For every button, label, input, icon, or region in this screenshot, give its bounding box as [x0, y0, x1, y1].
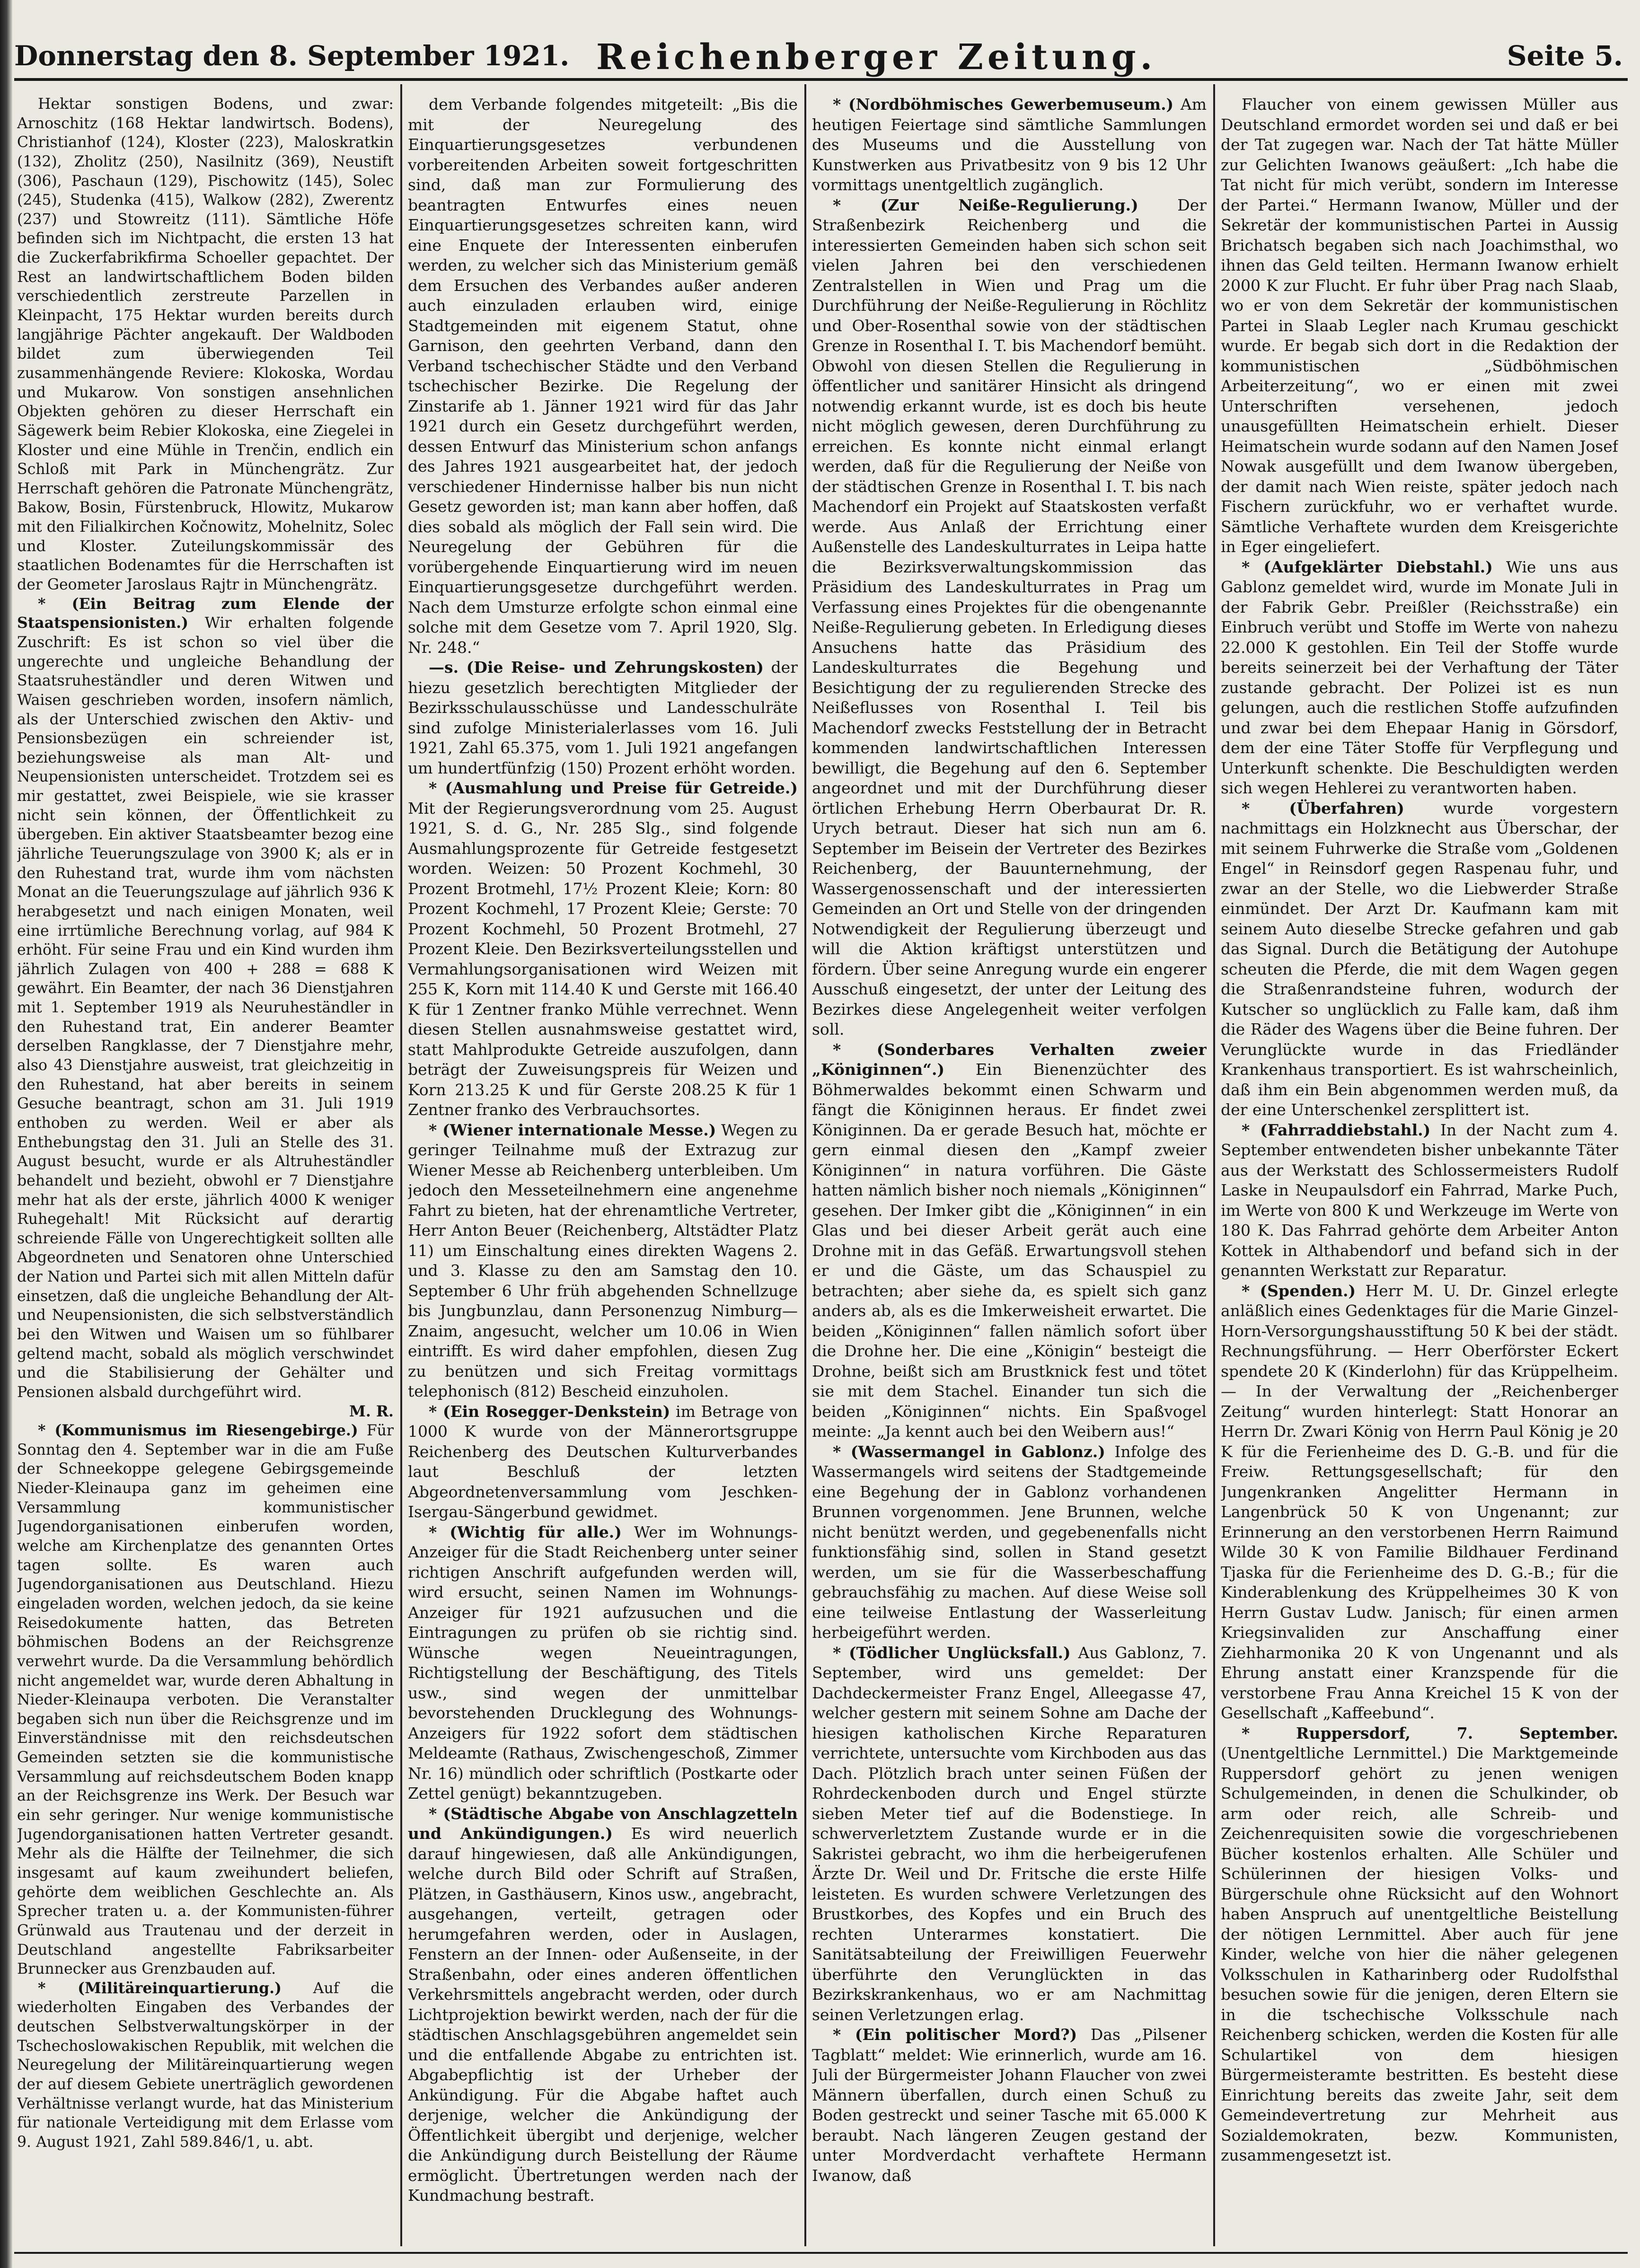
text-column-2: [408, 95, 798, 2242]
article-paragraph: [1221, 1120, 1618, 1281]
article-paragraph: [1221, 1723, 1618, 2166]
article-headline: * (Wassermangel in Gablonz.): [833, 1442, 1105, 1461]
page-header: [14, 21, 1632, 78]
article-paragraph: [17, 1421, 394, 1979]
article-body: Am heutigen Feiertage sind sämtliche Sammlungen des Museums und die Ausstellung von Kunstwerken aus Privatbesitz von 9 bis 12 Uhr vormittags unentgeltlich zugänglich.: [812, 95, 1207, 194]
article-body: dem Verbande folgendes mitgeteilt: „Bis die mit der Neuregelung des Einquartierungsgesetzes verbundenen vorbereitenden Arbeiten soweit fortgeschritten sind, daß man zur Formulierung des beantragten Entwurfes eines neuen Einquartierungsgesetzes schreiten kann, wird eine Enquete der Interessenten einberufen werden, zu welcher sich das Ministerium gemäß dem Ersuchen des Verbandes außer anderen auch einzuladen erlauben wird, einige Stadtgemeinden mit eigenem Statut, ohne Garnison, den geehrten Verband, dann den Verband tschechischer Städte und den Verband tschechischer Bezirke. Die Regelung der Zinstarife ab 1. Jänner 1921 wird für das Jahr 1921 durch ein Gesetz durchgeführt werden, dessen Entwurf das Ministerium schon anfangs des Jahres 1921 ausgearbeitet hat, der jedoch verschiedener Hindernisse halber bis nun nicht Gesetz geworden ist; man kann aber hoffen, daß dies sobald als möglich der Fall sein wird. Die Neuregelung der Gebühren für die vorübergehende Einquartierung wird im neuen Einquartierungsgesetze durchgeführt werden. Nach dem Umsturze erfolgte schon einmal eine solche mit dem Gesetze vom 7. April 1920, Slg. Nr. 248.“: [408, 95, 798, 657]
header-rule: [14, 78, 1628, 81]
article-paragraph: [812, 1643, 1207, 2025]
article-paragraph: [408, 95, 798, 658]
article-body: Es wird neuerlich darauf hingewiesen, daß alle Ankündigungen, welche durch Bild oder Schrift auf Straßen, Plätzen, in Gasthäusern, Kinos usw., angebracht, ausgehangen, verteilt, getragen oder herumgefahren werden, oder in Auslagen, Fenstern an der Innen- oder Außenseite, in der Straßenbahn, oder eines anderen öffentlichen Verkehrsmittels angebracht werden, oder durch Lichtprojektion bewirkt werden, nach der für die städtischen Anschlagsgebühren angemeldet sein und die entfallende Abgabe zu entrichten ist. Abgabepflichtig ist der Urheber der Ankündigung. Für die Abgabe haftet auch derjenige, welcher die Ankündigung der Öffentlichkeit übergibt und derjenige, welcher die Ankündigung durch Beistellung der Räume ermöglicht. Übertretungen werden nach der Kundmachung bestraft.: [408, 1824, 798, 2205]
article-body: Auf die wiederholten Eingaben des Verbandes der deutschen Selbstverwaltungskörper in der Tschechoslowakischen Republik, mit welchen die Neuregelung der Militäreinquartierung wegen der auf diesem Gebiete unerträglich gewordenen Verhältnisse verlangt wurde, hat das Ministerium für nationale Verteidigung mit dem Erlasse vom 9. August 1921, Zahl 589.846/1, u. abt.: [17, 1979, 394, 2151]
article-headline: * (Tödlicher Unglücksfall.): [833, 1643, 1071, 1662]
column-divider: [804, 84, 806, 2246]
article-paragraph: [408, 1804, 798, 2206]
article-body: Hektar sonstigen Bodens, und zwar: Arnoschitz (168 Hektar landwirtsch. Bodens), Christianhof (124), Kloster (223), Maloskratkin (132), Zholitz (250), Nasilnitz (369), Neustift (306), Paschaun (129), Pischowitz (145), Solec (245), Studenka (415), Walkow (282), Zwerentz (237) und Stowreitz (111). Sämtliche Höfe befinden sich im Nichtpacht, die ersten 13 hat die Zuckerfabrikfirma Schoeller gepachtet. Der Rest an landwirtschaftlichem Boden bilden verschiedentlich zerstreute Parzellen in Kleinpacht, 175 Hektar wurden bereits durch langjährige Pächter angekauft. Der Waldboden bildet zum überwiegenden Teil zusammenhängende Reviere: Klokoska, Wordau und Mukarow. Von sonstigen ansehnlichen Objekten gehören zu dieser Herrschaft ein Sägewerk beim Rebier Klokoska, eine Ziegelei in Kloster und eine Mühle in Trenčin, endlich ein Schloß mit Park in Münchengrätz. Zur Herrschaft gehören die Patronate Münchengrätz, Bakow, Bosin, Fürstenbruck, Hlowitz, Mukarow mit den Filialkirchen Kočnowitz, Mohelnitz, Solec und Kloster. Zuteilungskommissär des staatlichen Bodenamtes für die Herrschaften ist der Geometer Jaroslaus Rajtr in Münchengrätz.: [17, 96, 394, 594]
article-headline: —s. (Die Reise- und Zehrungskosten): [429, 658, 764, 677]
article-headline: * (Ein politischer Mord?): [833, 2025, 1077, 2044]
article-body: Herr M. U. Dr. Ginzel erlegte anläßlich eines Gedenktages für die Marie Ginzel-Horn-Versorgungshausstiftung 50 K bei der städt. Rechnungsführung. — Herr Oberförster Eckert spendete 20 K (Kinderlohn) für das Krüppelheim. — In der Verwaltung der „Reichenberger Zeitung“ wurden hinterlegt: Statt Honorar an Herrn Dr. Zwari König von Herrn Paul König je 20 K für die Ferienheime des D. G.-B. und für die Freiw. Rettungsgesellschaft; für den Jungenkranken Angelitter Hermann in Langenbrück 50 K von Ungenannt; zur Erinnerung an den verstorbenen Herrn Raimund Wilde 30 K von Familie Bildhauer Ferdinand Tjaska für die Ferienheime des D. G.-B.; für die Kinderablenkung des Krüppelheimes 30 K von Herrn Gustav Ludw. Janisch; für einen armen Kriegsinvaliden zur Anschaffung einer Ziehharmonika 20 K von Ungenannt und als Ehrung anstatt einer Kranzspende für die verstorbene Frau Anna Kreichel 15 K von der Gesellschaft „Kaffeebund“.: [1221, 1281, 1618, 1722]
article-paragraph: [812, 95, 1207, 195]
article-headline: * (Zur Neiße-Regulierung.): [833, 195, 1138, 214]
article-headline: * (Städtische Abgabe von Anschlagzetteln und Ankündigungen.): [408, 1804, 798, 1843]
page-number: Seite 5.: [1507, 40, 1623, 72]
article-body: (Unentgeltliche Lernmittel.) Die Marktgemeinde Ruppersdorf gehört zu jenen wenigen Schulgemeinden, in denen die Schulkinder, ob arm oder reich, alle Schreib- und Zeichenrequisiten sowie die vorgeschriebenen Bücher kostenlos erhalten. Alle Schüler und Schülerinnen der hiesigen Volks- und Bürgerschule ohne Rücksicht auf den Wohnort haben Anspruch auf unentgeltliche Beistellung der nötigen Lernmittel. Aber auch für jene Kinder, welche von hier die näher gelegenen Volksschulen in Katharinberg oder Rudolfsthal besuchen sowie für die jenigen, deren Eltern sie in die tschechische Volksschule nach Reichenberg schicken, werden die Kosten für alle Schulartikel von dem hiesigen Bürgermeisteramte bestritten. Es besteht diese Einrichtung bereits das zweite Jahr, seit dem Gemeindevertretung zur Mehrheit aus Sozialdemokraten, bezw. Kommunisten, zusammengesetzt ist.: [1221, 1744, 1618, 2164]
article-paragraph: [408, 1120, 798, 1402]
article-paragraph: [812, 195, 1207, 1040]
article-headline: * (Fahrraddiebstahl.): [1242, 1120, 1431, 1139]
article-body: Mit der Regierungsverordnung vom 25. August 1921, S. d. G., Nr. 285 Slg., sind folgende Ausmahlungsprozente für Getreide festgesetzt worden. Weizen: 50 Prozent Kochmehl, 30 Prozent Brotmehl, 17½ Prozent Kleie; Korn: 80 Prozent Kochmehl, 17 Prozent Kleie; Gerste: 70 Prozent Kochmehl, 50 Prozent Brotmehl, 27 Prozent Kleie. Den Bezirksverteilungsstellen und Vermahlungsorganisationen wird Weizen mit 255 K, Korn mit 114.40 K und Gerste mit 166.40 K für 1 Zentner franko Mühle verrechnet. Wenn diesen Stellen ausnahmsweise gestattet wird, statt Mahlprodukte Getreide auszufolgen, dann beträgt der Zuweisungspreis für Weizen und Korn 213.25 K und für Gerste 208.25 K für 1 Zentner franko des Verbrauchsortes.: [408, 799, 798, 1119]
article-body: Der Straßenbezirk Reichenberg und die interessierten Gemeinden haben sich schon seit vielen Jahren bei den verschiedenen Zentralstellen in Wien und Prag um die Durchführung der Neiße-Regulierung in Röchlitz und Ober-Rosenthal sowie von der städtischen Grenze in Rosenthal I. T. bis Machendorf bemüht. Obwohl von diesen Stellen die Regulierung in öffentlicher und sanitärer Hinsicht als dringend notwendig erkannt wurde, ist es doch bis heute nicht möglich gewesen, deren Durchführung zu erreichen. Es konnte nicht einmal erlangt werden, daß für die Regulierung der Neiße von der städtischen Grenze in Rosenthal I. T. bis nach Machendorf ein Projekt auf Staatskosten verfaßt werde. Aus Anlaß der Errichtung einer Außenstelle des Landeskulturrates in Leipa hatte die Bezirksverwaltungskommission das Präsidium des Landeskulturrates in Prag um Verfassung eines Projektes für die obengenannte Neiße-Regulierung gebeten. In Erledigung dieses Ansuchens hatte das Präsidium des Landeskulturrates die Begehung und Besichtigung der zu regulierenden Strecke des Neißeflusses von Rosenthal I. Teil bis Machendorf zwecks Feststellung der in Betracht kommenden landwirtschaftlichen Interessen bewilligt, die Begehung auf den 6. September angeordnet und mit der Durchführung dieser örtlichen Erhebung Herrn Oberbaurat Dr. R. Urych betraut. Dieser hat sich nun am 6. September im Beisein der Vertreter des Bezirkes Reichenberg, der Bauunternehmung, der Wassergenossenschaft und der interessierten Gemeinden an Ort und Stelle von der dringenden Notwendigkeit der Regulierung überzeugt und will die Aktion kräftigst unterstützen und fördern. Über seine Anregung wurde ein engerer Ausschuß eingesetzt, der unter der Leitung des Bezirkes diese Angelegenheit weiter verfolgen soll.: [812, 195, 1207, 1038]
article-paragraph: [408, 1402, 798, 1522]
article-body: Aus Gablonz, 7. September, wird uns gemeldet: Der Dachdeckermeister Franz Engel, Alleegasse 47, welcher gestern mit seinem Sohne am Dache der hiesigen katholischen Kirche Reparaturen verrichtete, untersuchte vom Kirchboden aus das Dach. Plötzlich brach unter seinen Füßen der Rohrdeckenboden durch und Engel stürzte sieben Meter tief auf die Bodenstiege. In schwerverletztem Zustande wurde er in die Sakristei gebracht, wo ihm die herbeigerufenen Ärzte Dr. Weil und Dr. Fritsche die erste Hilfe leisteten. Es wurden schwere Verletzungen des Brustkorbes, des Kopfes und ein Bruch des rechten Unterarmes konstatiert. Die Sanitätsabteilung der Freiwilligen Feuerwehr überführte den Verunglückten in das Bezirkskrankenhaus, wo er am Nachmittag seinen Verletzungen erlag.: [812, 1643, 1207, 2024]
article-paragraph: [17, 595, 394, 1402]
article-headline: * (Ein Rosegger-Denkstein): [429, 1402, 670, 1421]
article-headline: * (Wichtig für alle.): [429, 1522, 622, 1541]
article-paragraph: [1221, 1281, 1618, 1723]
scan-binding-edge: [0, 0, 12, 2268]
article-body: der hiezu gesetzlich berechtigten Mitglieder der Bezirksschulausschüsse und Landesschulräte sind zufolge Ministerialerlasses vom 16. Juli 1921, Zahl 65.375, vom 1. Juli 1921 angefangen um hundertfünfzig (150) Prozent erhöht worden.: [408, 658, 798, 777]
text-column-1: [17, 95, 394, 2242]
newspaper-title: Reichenberger Zeitung.: [596, 37, 1157, 78]
article-paragraph: [408, 1522, 798, 1804]
text-column-4: [1221, 95, 1618, 2242]
article-headline: * (Ausmahlung und Preise für Getreide.): [429, 779, 798, 797]
article-body: im Betrage von 1000 K wurde von der Männerortsgruppe Reichenberg des Deutschen Kulturverbandes laut Beschluß der letzten Abgeordnetenversammlung vom Jeschken-Isergau-Sängerbund gewidmet.: [408, 1402, 798, 1521]
article-paragraph: [812, 2025, 1207, 2186]
article-body: Flaucher von einem gewissen Müller aus Deutschland ermordet worden sei und daß er bei der Tat zugegen war. Nach der Tat hätte Müller zur Gelichten Iwanows geäußert: „Ich habe die Tat nicht für mich verübt, sondern im Interesse der Partei.“ Hermann Iwanow, Müller und der Sekretär der kommunistischen Partei in Aussig Brichatsch begaben sich nach Joachimsthal, wo ihnen das Geld teilten. Hermann Iwanow erhielt 2000 K zur Flucht. Er fuhr über Prag nach Slaab, wo er von dem Sekretär der kommunistischen Partei in Slaab Legler nach Krumau geschickt wurde. Er begab sich dort in die Redaktion der kommunistischen „Südböhmischen Arbeiterzeitung“, wo er einen mit zwei Unterschriften versehenen, jedoch unausgefüllten Heimatschein erhielt. Dieser Heimatschein wurde sodann auf den Namen Josef Nowak ausgefüllt und dem Iwanow übergeben, der damit nach Wien reiste, später jedoch nach Fischern zurückfuhr, wo er verhaftet wurde. Sämtliche Verhaftete wurden dem Kreisgerichte in Eger eingeliefert.: [1221, 95, 1618, 556]
article-body: Wer im Wohnungs-Anzeiger für die Stadt Reichenberg unter seiner richtigen Anschrift aufgefunden werden will, wird ersucht, seinen Namen im Wohnungs-Anzeiger für 1921 aufzusuchen und die Eintragungen zu prüfen ob sie richtig sind. Wünsche wegen Neueintragungen, Richtigstellung der Beschäftigung, des Titels usw., sind wegen der unmittelbar bevorstehenden Drucklegung des Wohnungs-Anzeigers für 1922 sofort dem städtischen Meldeamte (Rathaus, Zwischengeschoß, Zimmer Nr. 16) mündlich oder schriftlich (Postkarte oder Zettel genügt) bekanntzugeben.: [408, 1522, 798, 1802]
article-body: Ein Bienenzüchter des Böhmerwaldes bekommt einen Schwarm und fängt die Königinnen heraus. Er findet zwei Königinnen. Da er gerade Besuch hat, möchte er gern einmal diesen den „Kampf zweier Königinnen“ in natura vorführen. Die Gäste hatten nämlich bisher noch niemals „Königinnen“ gesehen. Der Imker gibt die „Königinnen“ in ein Glas und bei dieser Arbeit gerät auch eine Drohne mit in das Gefäß. Erwartungsvoll stehen er und die Gäste, um das Schauspiel zu betrachten; aber siehe da, es spielt sich ganz anders ab, als es die Imkerweisheit erwartet. Die beiden „Königinnen“ fallen nämlich sofort über die Drohne her. Die eine „Königin“ besteigt die Drohne, beißt sich am Brustknick fest und tötet sie mit dem Stachel. Einander tun sich die beiden „Königinnen“ nichts. Ein Spaßvogel meinte: „Ja kennt auch bei den Weibern aus!“: [812, 1060, 1207, 1441]
article-paragraph: [408, 658, 798, 778]
article-body: Wie uns aus Gablonz gemeldet wird, wurde im Monate Juli in der Fabrik Gebr. Preißler (Reichsstraße) ein Einbruch verübt und Stoffe im Werte von nahezu 22.000 K gestohlen. Ein Teil der Stoffe wurde bereits seinerzeit bei der Verhaftung der Täter zustande gebracht. Der Polizei ist es nun gelungen, auch die restlichen Stoffe aufzufinden und zwar bei dem Ehepaar Hanig in Görsdorf, dem der eine Täter Stoffe für Verpflegung und Unterkunft schenkte. Die Beschuldigten werden sich wegen Hehlerei zu verantworten haben.: [1221, 557, 1618, 797]
footer-rule: [14, 2252, 1628, 2254]
article-paragraph: [812, 1040, 1207, 1442]
article-headline: * Ruppersdorf, 7. September.: [1242, 1723, 1618, 1742]
article-paragraph: [408, 778, 798, 1120]
article-headline: * (Nordböhmisches Gewerbemuseum.): [833, 95, 1174, 114]
article-paragraph: [17, 1979, 394, 2152]
article-paragraph: [1221, 799, 1618, 1120]
article-paragraph: [17, 95, 394, 595]
article-headline: * (Kommunismus im Riesengebirge.): [38, 1422, 358, 1440]
column-divider: [1213, 84, 1215, 2246]
article-headline: * (Militäreinquartierung.): [38, 1979, 282, 1997]
article-headline: * (Überfahren): [1242, 799, 1404, 818]
article-body: Wegen zu geringer Teilnahme muß der Extrazug zur Wiener Messe ab Reichenberg unterbleiben. Um jedoch den Messeteilnehmern eine angenehme Fahrt zu bieten, hat der ehrenamtliche Vertreter, Herr Anton Beuer (Reichenberg, Altstädter Platz 11) um Einschaltung eines direkten Wagens 2. und 3. Klasse zu den am Samstag den 10. September 6 Uhr früh abgehenden Schnellzuge bis Jungbunzlau, dann Personenzug Nimburg—Znaim, angesucht, welcher um 10.06 in Wien eintrifft. Es wird daher empfohlen, diesen Zug zu benützen und sich Freitag vormittags telephonisch (812) Bescheid einzuholen.: [408, 1120, 798, 1400]
header-date: Donnerstag den 8. September 1921.: [14, 40, 570, 72]
article-signature: M. R.: [349, 1402, 394, 1420]
article-headline: * (Wiener internationale Messe.): [429, 1120, 716, 1139]
article-headline: * (Ein Beitrag zum Elende der Staatspensionisten.): [17, 595, 394, 632]
article-paragraph: [812, 1442, 1207, 1643]
column-divider: [400, 84, 402, 2246]
article-body: Wir erhalten folgende Zuschrift: Es ist schon so viel über die ungerechte und ungleiche Behandlung der Staatsruheständler und deren Witwen und Waisen geschrieben worden, insofern nämlich, als der Unterschied zwischen den Aktiv- und Pensionsbezügen ein schreiender ist, beziehungsweise als man Alt- und Neupensionisten unterscheidet. Trotzdem sei es mir gestattet, zwei Beispiele, wie sie krasser nicht sein können, der Öffentlichkeit zu übergeben. Ein aktiver Staatsbeamter bezog eine jährliche Teuerungszulage von 3900 K; als er in den Ruhestand trat, wurde ihm vom nächsten Monat an die Teuerungszulage auf jährlich 936 K herabgesetzt und nach einigen Monaten, weil eine irrtümliche Berechnung vorlag, auf 984 K erhöht. Für seine Frau und ein Kind wurden ihm jährlich Zulagen von 400 + 288 = 688 K gewährt. Ein Beamter, der nach 36 Dienstjahren mit 1. September 1919 als Neuruheständler in den Ruhestand trat, Ein anderer Beamter derselben Rangklasse, der 7 Dienstjahre mehr, also 43 Dienstjahre ausweist, trat gleichzeitig in den Ruhestand, hat aber bereits in seinem Gesuche beantragt, schon am 31. Juli 1919 enthoben zu werden. Weil er aber als Enthebungstag den 31. Juli an Stelle des 31. August besucht, wurde er als Altruheständler behandelt und bezieht, obwohl er 7 Dienstjahre mehr hat als der erste, jährlich 4000 K weniger Ruhegehalt! Mit Rücksicht auf derartig schreiende Fälle von Ungerechtigkeit sollten alle Abgeordneten und Senatoren ohne Unterschied der Nation und Partei sich mit allen Mitteln dafür einsetzen, daß die ungleiche Behandlung der Alt- und Neupensionisten, die sich selbstverständlich bei den Witwen und Waisen um so fühlbarer geltend macht, sobald als möglich verschwindet und die Stabilisierung der Gehälter und Pensionen alsbald durchgeführt wird.: [17, 615, 394, 1401]
article-body: In der Nacht zum 4. September entwendeten bisher unbekannte Täter aus der Werkstatt des Schlossermeisters Rudolf Laske in Neupaulsdorf ein Fahrrad, Marke Puch, im Werte von 800 K und Werkzeuge im Werte von 180 K. Das Fahrrad gehörte dem Arbeiter Anton Kottek in Althabendorf und befand sich in der genannten Werkstatt zur Reparatur.: [1221, 1120, 1618, 1280]
article-body: Für Sonntag den 4. September war in die am Fuße der Schneekoppe gelegene Gebirgsgemeinde Nieder-Kleinaupa ganz im geheimen eine Versammlung kommunistischer Jugendorganisationen einberufen worden, welche am Kirchenplatze des genannten Ortes tagen sollte. Es waren auch Jugendorganisationen aus Deutschland. Hiezu eingeladen worden, welchen jedoch, da sie keine Reisedokumente hatten, das Betreten böhmischen Bodens an der Reichsgrenze verwehrt wurde. Da die Versammlung behördlich nicht angemeldet war, wurde deren Abhaltung in Nieder-Kleinaupa verboten. Die Veranstalter begaben sich nun über die Reichsgrenze und im Einverständnisse mit den reichsdeutschen Gemeinden setzten sie die kommunistische Versammlung auf reichsdeutschem Boden knapp an der Reichsgrenze ins Werk. Der Besuch war ein sehr geringer. Nur wenige kommunistische Jugendorganisationen hatten Vertreter gesandt. Mehr als die Hälfte der Teilnehmer, die sich insgesamt auf kaum zweihundert beliefen, gehörte dem weiblichen Geschlechte an. Als Sprecher traten u. a. der Kommunisten-führer Grünwald aus Trautenau und der derzeit in Deutschland angestellte Fabriksarbeiter Brunnecker aus Grenzbauden auf.: [17, 1422, 394, 1978]
article-body: wurde vorgestern nachmittags ein Holzknecht aus Überschar, der mit seinem Fuhrwerke die Straße vom „Goldenen Engel“ in Reinsdorf gegen Raspenau fuhr, und zwar an der Stelle, wo die Liebwerder Straße einmündet. Der Arzt Dr. Kaufmann kam mit seinem Auto dieselbe Strecke gefahren und gab das Signal. Durch die Betätigung der Autohupe scheuten die Pferde, die mit dem Wagen gegen die Straßenrandsteine fuhren, wodurch der Kutscher so unglücklich zu Falle kam, daß ihm die Räder des Wagens über die Beine fuhren. Der Verunglückte wurde in das Friedländer Krankenhaus transportiert. Es ist wahrscheinlich, daß ihm ein Bein abgenommen werden muß, da der eine Unterschenkel zersplittert ist.: [1221, 799, 1618, 1119]
article-body: Das „Pilsener Tagblatt“ meldet: Wie erinnerlich, wurde am 16. Juli der Bürgermeister Johann Flaucher von zwei Männern überfallen, durch einen Schuß zu Boden gestreckt und seiner Tasche mit 65.000 K beraubt. Nach längeren Zeugen gestand der unter Mordverdacht verhaftete Hermann Iwanow, daß: [812, 2025, 1207, 2185]
article-headline: * (Spenden.): [1242, 1281, 1356, 1300]
article-paragraph: [1221, 557, 1618, 799]
article-headline: * (Aufgeklärter Diebstahl.): [1242, 557, 1493, 576]
text-column-3: [812, 95, 1207, 2242]
article-headline: * (Sonderbares Verhalten zweier „Königinnen“.): [812, 1040, 1207, 1079]
article-body: Infolge des Wassermangels wird seitens der Stadtgemeinde eine Begehung der in Gablonz vorhandenen Brunnen vorgenommen. Jene Brunnen, welche nicht benützt werden, und gegebenenfalls nicht funktionsfähig sind, sollen in Stand gesetzt werden, um sie für die Wasserbeschaffung gebrauchsfähig zu machen. Auf diese Weise soll eine teilweise Entlastung der Wasserleitung herbeigeführt werden.: [812, 1442, 1207, 1642]
article-paragraph: [1221, 95, 1618, 557]
